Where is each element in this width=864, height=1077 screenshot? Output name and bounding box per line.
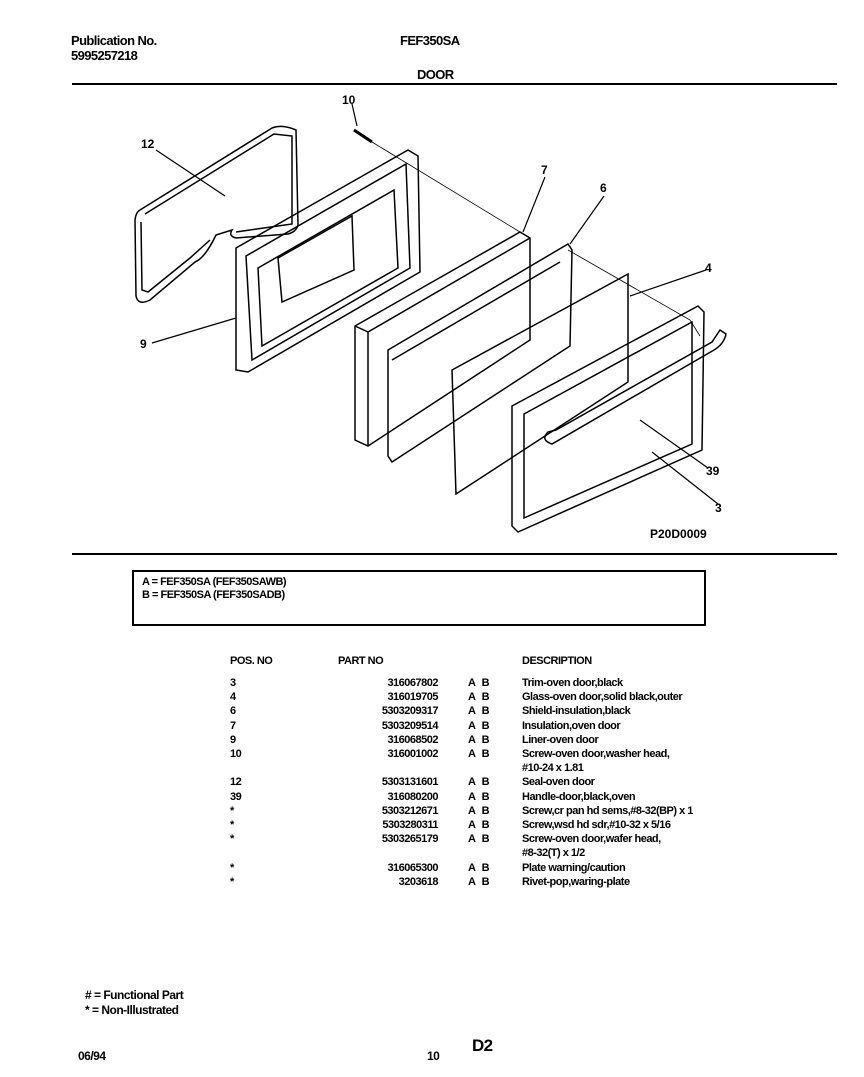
pos-no-cell: 3	[230, 677, 236, 689]
footer-section-code: D2	[472, 1036, 493, 1055]
note-non-illustrated: * = Non-Illustrated	[85, 1003, 179, 1017]
callout-4: 4	[705, 261, 712, 275]
col-description: DESCRIPTION	[522, 655, 592, 667]
col-pos-no: POS. NO	[230, 655, 273, 667]
section-title: DOOR	[417, 67, 454, 82]
table-row	[230, 704, 762, 718]
diagram-divider	[72, 553, 837, 555]
table-row	[230, 790, 762, 804]
table-row	[230, 775, 762, 789]
models-cell	[468, 761, 522, 775]
pos-no-cell: 12	[230, 776, 242, 789]
part-no-cell: 316019705	[387, 691, 438, 704]
glass-oven-door-part	[452, 274, 628, 494]
callout-9: 9	[140, 337, 147, 351]
description-cell: Screw,cr pan hd sems,#8-32(BP) x 1	[522, 804, 693, 817]
models-cell: A B	[468, 677, 490, 689]
models-cell: A B	[468, 790, 490, 803]
table-row	[230, 818, 762, 832]
part-no-cell: 316067802	[387, 677, 438, 689]
spacer	[438, 775, 468, 789]
pos-no-cell: 7	[230, 719, 236, 732]
table-row	[230, 861, 762, 875]
pos-no-cell: 4	[230, 691, 236, 704]
trim-oven-door-part	[512, 306, 704, 532]
pos-no-cell: *	[230, 833, 234, 846]
part-no-cell: 5303209317	[381, 705, 438, 718]
models-cell: A B	[468, 833, 490, 846]
spacer	[438, 690, 468, 704]
part-no-cell: 316080200	[387, 790, 438, 803]
models-cell: A B	[468, 719, 490, 732]
spacer	[438, 676, 468, 690]
part-no-cell: 5303212671	[381, 804, 438, 817]
part-no-cell: 316068502	[387, 733, 438, 746]
part-no-cell: 316001002	[387, 748, 438, 761]
liner-oven-door-part	[236, 150, 420, 372]
callout-39: 39	[706, 464, 720, 478]
models-cell: A B	[468, 705, 490, 718]
callout-10: 10	[342, 93, 356, 107]
description-cell: #8-32(T) x 1/2	[522, 847, 585, 860]
col-part-no: PART NO	[338, 655, 384, 667]
spacer	[438, 719, 468, 733]
parts-table	[230, 654, 762, 889]
models-cell: A B	[468, 748, 490, 761]
callout-12: 12	[141, 137, 155, 151]
models-cell: A B	[468, 819, 490, 832]
pos-no-cell: 9	[230, 733, 236, 746]
models-cell	[468, 846, 522, 860]
description-cell: Liner-oven door	[522, 733, 599, 746]
publication-number: 5995257218	[71, 48, 138, 63]
pos-no-cell: 39	[230, 790, 242, 803]
description-cell: Plate warning/caution	[522, 861, 626, 874]
description-cell: Insulation,oven door	[522, 719, 621, 732]
table-row	[230, 832, 762, 846]
pos-no-cell: *	[230, 861, 234, 874]
part-no-cell: 5303265179	[381, 833, 438, 846]
description-cell: Screw-oven door,wafer head,	[522, 833, 661, 846]
part-no-cell	[308, 846, 438, 860]
description-cell: Seal-oven door	[522, 776, 595, 789]
part-no-cell: 3203618	[398, 875, 438, 888]
callout-6: 6	[600, 181, 607, 195]
part-no-cell: 316065300	[387, 861, 438, 874]
description-cell: #10-24 x 1.81	[522, 762, 584, 775]
callout-3: 3	[715, 501, 722, 515]
models-cell: A B	[468, 861, 490, 874]
table-row	[230, 733, 762, 747]
description-cell: Trim-oven door,black	[522, 677, 623, 689]
models-cell: A B	[468, 776, 490, 789]
spacer	[438, 832, 468, 846]
table-row	[230, 804, 762, 818]
description-cell: Screw,wsd hd sdr,#10-32 x 5/16	[522, 819, 671, 832]
publication-label: Publication No.	[71, 33, 157, 48]
shield-insulation-part	[388, 244, 572, 462]
footer-date: 06/94	[78, 1049, 106, 1063]
spacer	[438, 761, 468, 775]
spacer	[438, 804, 468, 818]
model-legend-box	[132, 570, 706, 626]
table-row	[230, 676, 762, 690]
part-no-cell: 5303209514	[381, 719, 438, 732]
models-cell: A B	[468, 804, 490, 817]
description-cell: Handle-door,black,oven	[522, 790, 636, 803]
spacer	[438, 861, 468, 875]
legend-line-a: A = FEF350SA (FEF350SAWB)	[142, 576, 287, 588]
insulation-part	[355, 232, 530, 446]
models-cell: A B	[468, 875, 490, 888]
screw-part	[354, 130, 372, 142]
table-row	[230, 761, 762, 775]
table-row	[230, 719, 762, 733]
spacer	[438, 747, 468, 761]
pos-no-cell: 10	[230, 748, 242, 761]
table-row	[230, 747, 762, 761]
pos-no-cell	[230, 761, 308, 775]
spacer	[438, 704, 468, 718]
callout-7: 7	[541, 163, 548, 177]
figure-id: P20D0009	[650, 527, 707, 541]
legend-line-b: B = FEF350SA (FEF350SADB)	[142, 589, 285, 601]
description-cell: Rivet-pop,waring-plate	[522, 875, 630, 888]
footer-page-number: 10	[427, 1049, 440, 1063]
description-cell: Shield-insulation,black	[522, 705, 631, 718]
pos-no-cell: *	[230, 804, 234, 817]
table-row	[230, 690, 762, 704]
spacer	[438, 846, 468, 860]
models-cell: A B	[468, 691, 490, 704]
spacer	[438, 733, 468, 747]
description-cell: Screw-oven door,washer head,	[522, 748, 670, 761]
col-models	[468, 654, 522, 676]
table-row	[230, 846, 762, 860]
table-row	[230, 875, 762, 889]
model-number: FEF350SA	[400, 33, 460, 48]
note-functional-part: # = Functional Part	[85, 988, 184, 1002]
spacer	[438, 875, 468, 889]
models-cell: A B	[468, 733, 490, 746]
pos-no-cell: 6	[230, 705, 236, 718]
pos-no-cell	[230, 846, 308, 860]
part-no-cell	[308, 761, 438, 775]
spacer	[438, 818, 468, 832]
spacer	[438, 790, 468, 804]
pos-no-cell: *	[230, 819, 234, 832]
parts-table-header	[230, 654, 762, 676]
description-cell: Glass-oven door,solid black,outer	[522, 691, 683, 704]
part-no-cell: 5303280311	[382, 819, 438, 832]
part-no-cell: 5303131601	[381, 776, 438, 789]
pos-no-cell: *	[230, 875, 234, 888]
